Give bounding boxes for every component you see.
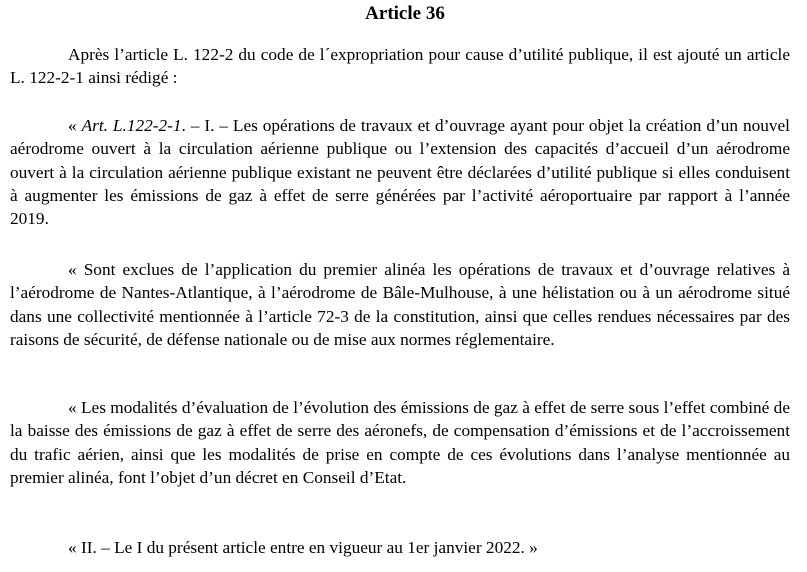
article-reference: Art. L.122-2-1: [81, 116, 182, 135]
exclusions-paragraph: « Sont exclues de l’application du premier alinéa les opérations de travaux et d’ouvrage relatives à l’aérodrome de Nantes-Atlantique, à l’aérodrome de Bâle-Mulhouse, à une hélistation ou à un aérodrome situé dans une collectivité mentionnée à l’article 72-3 de la constitution, ainsi que celles rendues nécessaires par des raisons de sécurité, de défense nationale ou de mise aux normes réglementaire.: [10, 260, 790, 349]
entry-into-force-paragraph: « II. – Le I du présent article entre en vigueur au 1er janvier 2022. »: [68, 538, 538, 557]
article-title: Article 36: [365, 3, 445, 24]
article-body: . – I. – Les opérations de travaux et d’ouvrage ayant pour objet la création d’un nouvel aérodrome ouvert à la circulation aérienne publique ou l’extension des capacités d’accueil d’un aérodrome ouvert à la circulation aérienne publique existant ne peuvent être déclarées d’utilité publique si elles conduisent à augmenter les émissions de gaz à effet de serre générées par l’activité aéroportuaire par rapport à l’année 2019.: [10, 116, 790, 229]
article-l122-2-1-paragraph: [10, 114, 790, 230]
quote-open: «: [68, 116, 82, 135]
document-page: [10, 0, 790, 557]
modalities-paragraph: « Les modalités d’évaluation de l’évolution des émissions de gaz à effet de serre sous l’effet combiné de la baisse des émissions de gaz à effet de serre des aéronefs, de compensation d’émissions et de l’accroissement du trafic aérien, ainsi que les modalités de prise en compte de ces évolutions dans l’analyse mentionnée au premier alinéa, font l’objet d’un décret en Conseil d’Etat.: [10, 398, 790, 487]
intro-paragraph: Après l’article L. 122-2 du code de l´expropriation pour cause d’utilité publique, il est ajouté un article L. 122-2-1 ainsi rédigé :: [10, 45, 790, 88]
